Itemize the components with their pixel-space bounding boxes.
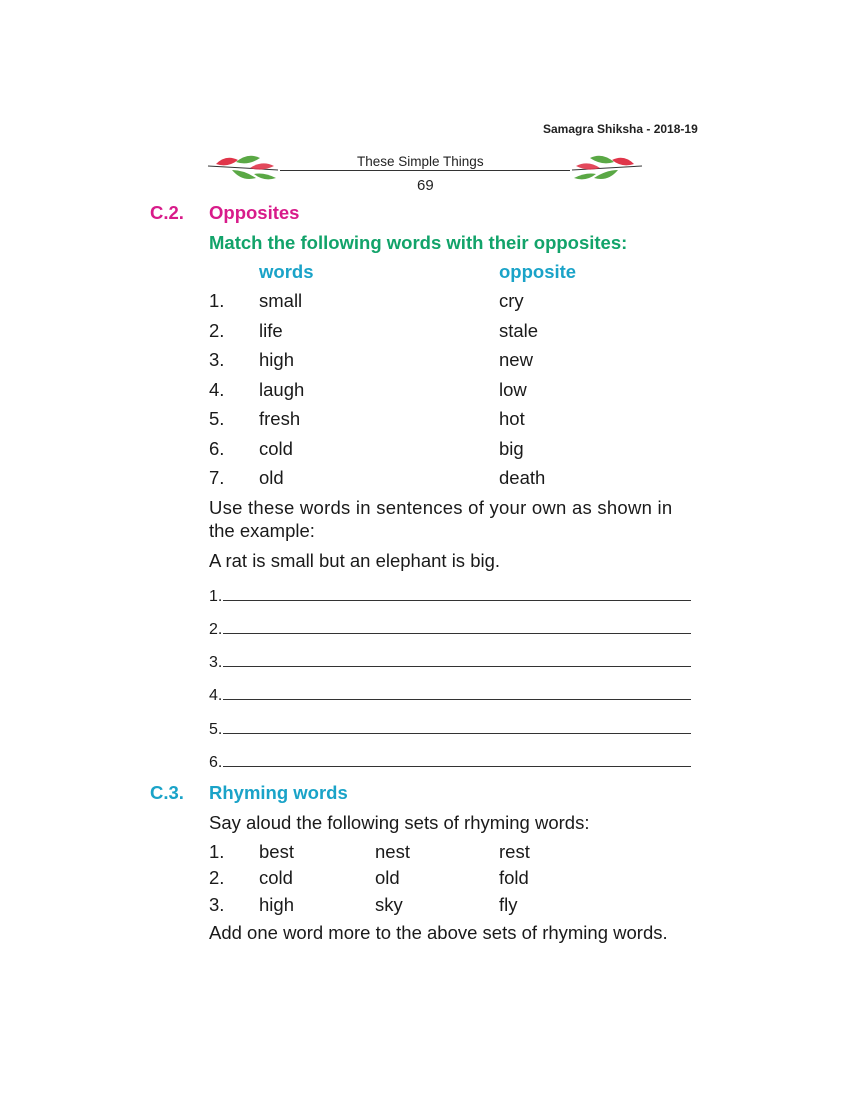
rhyme-word: sky xyxy=(375,894,403,915)
row-number: 3. xyxy=(209,894,225,915)
answer-blank[interactable] xyxy=(223,633,691,634)
answer-blank[interactable] xyxy=(223,699,691,700)
section-title-opposites: Opposites xyxy=(209,202,300,223)
word-cell: high xyxy=(259,349,294,370)
rhyming-closing-instruction: Add one word more to the above sets of rhyming words. xyxy=(209,922,668,943)
example-sentence: A rat is small but an elephant is big. xyxy=(209,550,501,571)
opposite-cell: new xyxy=(499,349,533,370)
answer-line[interactable] xyxy=(209,687,691,705)
row-number: 6. xyxy=(209,438,225,459)
answer-line-number: 5. xyxy=(209,721,223,738)
rhyme-word: best xyxy=(259,841,294,862)
rhyme-word: cold xyxy=(259,867,293,888)
answer-line[interactable] xyxy=(209,754,691,772)
page-number: 69 xyxy=(417,177,434,194)
answer-blank[interactable] xyxy=(223,766,691,767)
answer-blank[interactable] xyxy=(223,733,691,734)
chapter-title: These Simple Things xyxy=(357,154,484,169)
rhyme-word: nest xyxy=(375,841,410,862)
leaf-ornament-right-icon xyxy=(570,148,645,186)
opposite-cell: low xyxy=(499,379,527,400)
row-number: 2. xyxy=(209,867,225,888)
rhyme-word: fly xyxy=(499,894,518,915)
opposite-cell: stale xyxy=(499,320,539,341)
answer-line-number: 1. xyxy=(209,588,223,605)
opposite-cell: death xyxy=(499,467,546,488)
answer-line[interactable] xyxy=(209,621,691,639)
opposite-cell: cry xyxy=(499,290,524,311)
opposite-cell: hot xyxy=(499,408,525,429)
word-cell: old xyxy=(259,467,284,488)
answer-line-number: 4. xyxy=(209,687,223,704)
use-words-instruction-line2: the example: xyxy=(209,520,315,541)
header-rule xyxy=(280,170,570,171)
row-number: 2. xyxy=(209,320,225,341)
rhyme-word: rest xyxy=(499,841,530,862)
leaf-ornament-left-icon xyxy=(206,148,281,186)
answer-line-number: 2. xyxy=(209,621,223,638)
row-number: 3. xyxy=(209,349,225,370)
opposites-instruction: Match the following words with their opposites: xyxy=(209,232,628,253)
answer-blank[interactable] xyxy=(223,666,691,667)
samagra-label: Samagra Shiksha - 2018-19 xyxy=(543,122,698,136)
row-number: 4. xyxy=(209,379,225,400)
row-number: 1. xyxy=(209,841,225,862)
answer-line[interactable] xyxy=(209,654,691,672)
row-number: 1. xyxy=(209,290,225,311)
word-cell: small xyxy=(259,290,303,311)
rhyme-word: high xyxy=(259,894,294,915)
word-cell: fresh xyxy=(259,408,301,429)
rhyme-word: old xyxy=(375,867,400,888)
row-number: 5. xyxy=(209,408,225,429)
row-number: 7. xyxy=(209,467,225,488)
opposite-cell: big xyxy=(499,438,524,459)
answer-blank[interactable] xyxy=(223,600,691,601)
answer-line[interactable] xyxy=(209,588,691,606)
column-header-words: words xyxy=(259,261,314,282)
section-title-rhyming-words: Rhyming words xyxy=(209,782,348,803)
rhyming-instruction: Say aloud the following sets of rhyming words: xyxy=(209,812,590,833)
answer-line-number: 6. xyxy=(209,754,223,771)
word-cell: laugh xyxy=(259,379,305,400)
column-header-opposite: opposite xyxy=(499,261,577,282)
word-cell: cold xyxy=(259,438,293,459)
answer-line-number: 3. xyxy=(209,654,223,671)
section-number-c2: C.2. xyxy=(150,202,184,223)
answer-line[interactable] xyxy=(209,721,691,739)
section-number-c3: C.3. xyxy=(150,782,184,803)
use-words-instruction-line1: Use these words in sentences of your own as shown in xyxy=(209,497,673,518)
word-cell: life xyxy=(259,320,283,341)
rhyme-word: fold xyxy=(499,867,529,888)
